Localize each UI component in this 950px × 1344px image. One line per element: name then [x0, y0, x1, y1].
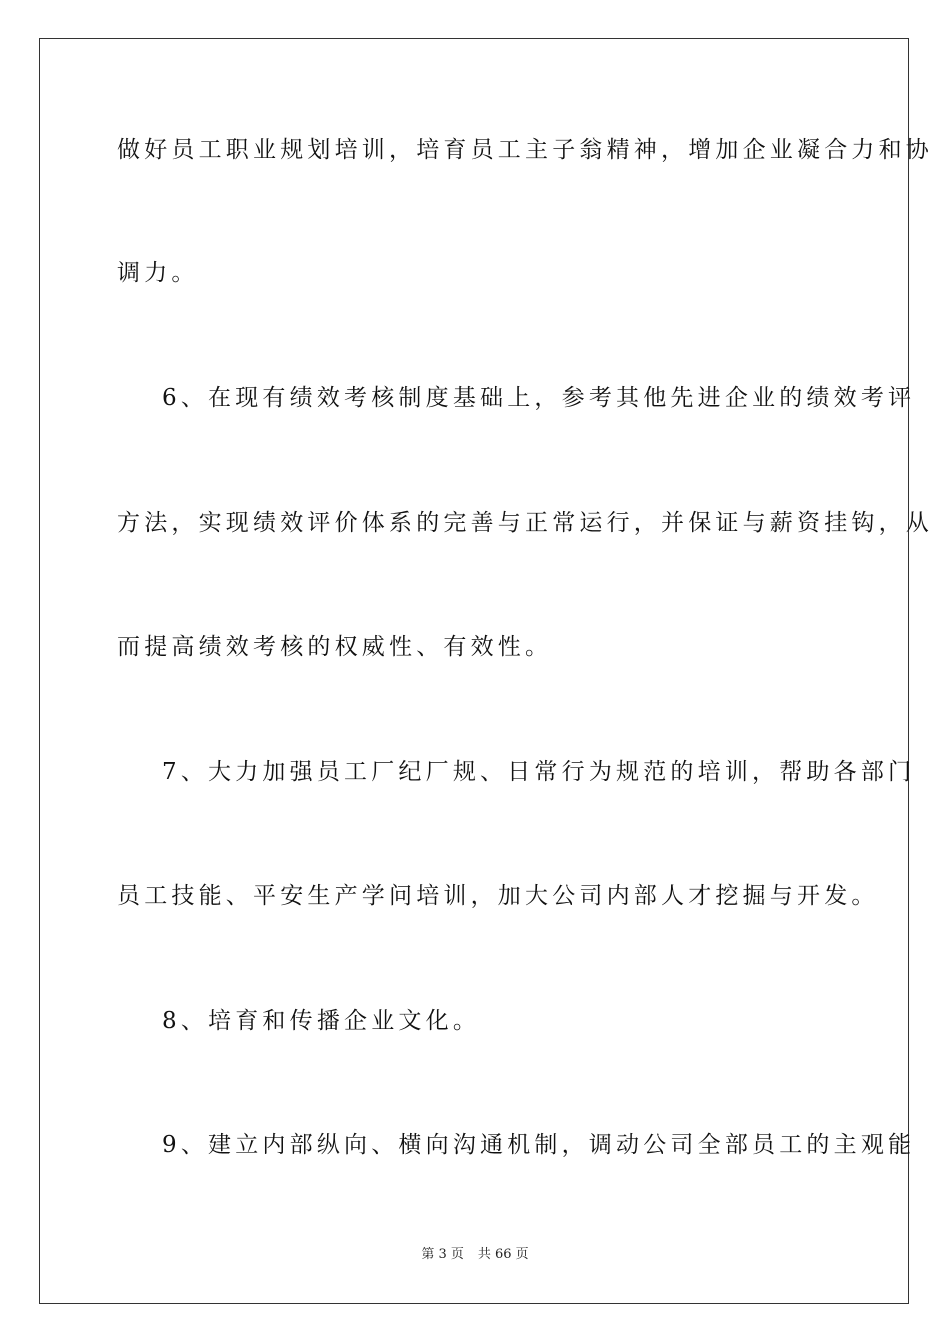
paragraph-line: 7、大力加强员工厂纪厂规、日常行为规范的培训，帮助各部门 [162, 759, 916, 785]
page-border [39, 38, 909, 1304]
paragraph-line: 做好员工职业规划培训，培育员工主子翁精神，增加企业凝合力和协 [117, 137, 933, 163]
page-number: 第 3 页 [421, 1247, 464, 1262]
paragraph-line: 员工技能、平安生产学问培训，加大公司内部人才挖掘与开发。 [117, 883, 879, 909]
paragraph-line: 方法，实现绩效评价体系的完善与正常运行，并保证与薪资挂钩，从 [117, 510, 933, 536]
page-footer [0, 1247, 950, 1263]
paragraph-line: 而提高绩效考核的权威性、有效性。 [117, 634, 553, 660]
paragraph-line: 9、建立内部纵向、横向沟通机制，调动公司全部员工的主观能 [162, 1132, 916, 1158]
paragraph-line: 6、在现有绩效考核制度基础上，参考其他先进企业的绩效考评 [162, 385, 916, 411]
paragraph-line: 调力。 [117, 260, 199, 286]
paragraph-line: 8、培育和传播企业文化。 [162, 1008, 481, 1034]
page-total: 共 66 页 [477, 1247, 529, 1262]
